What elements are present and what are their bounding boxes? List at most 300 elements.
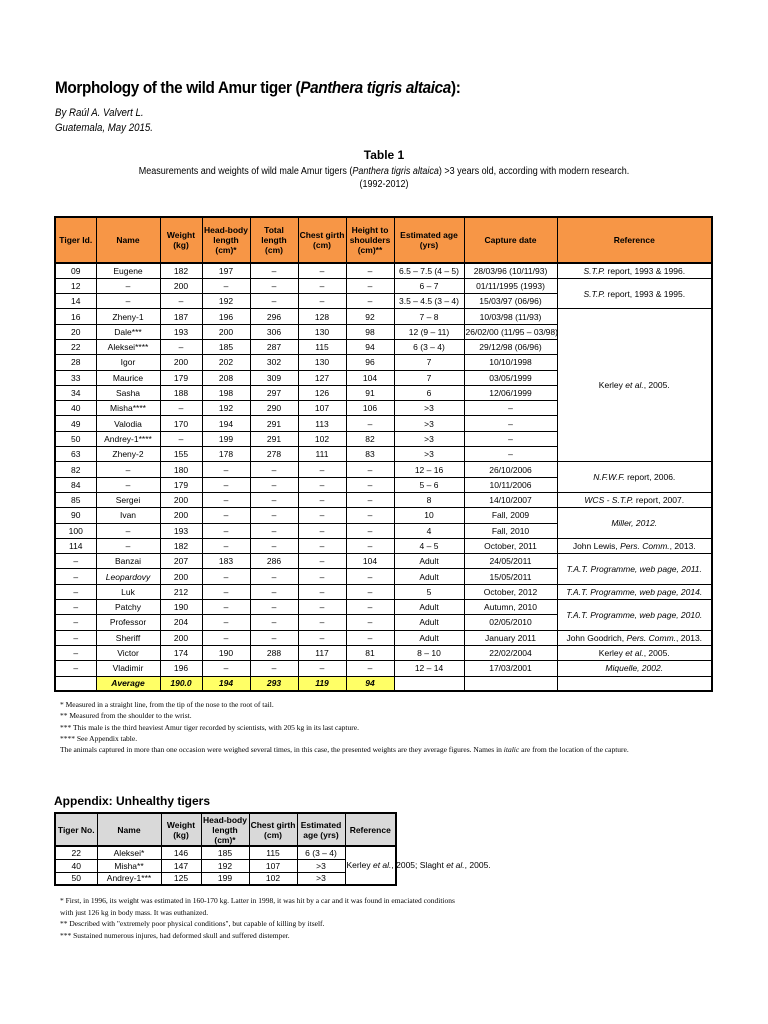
chest-girth-cell: 102	[298, 431, 346, 446]
total-length-cell: –	[250, 615, 298, 630]
head-body-length-cell: 192	[202, 294, 250, 309]
total-length-cell: 296	[250, 309, 298, 324]
tiger-id-cell: 34	[55, 385, 96, 400]
capture-date-cell: 10/03/98 (11/93)	[464, 309, 557, 324]
appendix-note: with just 126 kg in body mass. It was euthanized.	[60, 907, 209, 917]
tiger-name-cell: –	[96, 538, 160, 553]
total-length-cell: –	[250, 569, 298, 584]
shoulder-height-cell: –	[346, 630, 394, 645]
capture-date-cell: 12/06/1999	[464, 385, 557, 400]
table-row	[55, 278, 712, 293]
shoulder-height-cell: –	[346, 508, 394, 523]
total-length-cell: 288	[250, 645, 298, 660]
table-row	[55, 309, 712, 324]
reference-cell: Miller, 2012.	[557, 508, 712, 539]
head-body-length-cell: 183	[202, 554, 250, 569]
head-body-length-cell: 190	[202, 645, 250, 660]
estimated-age-cell: 8	[394, 492, 464, 507]
weight-cell: 187	[160, 309, 202, 324]
reference-cell: John Lewis, Pers. Comm., 2013.	[557, 538, 712, 553]
capture-date-cell: 22/02/2004	[464, 645, 557, 660]
shoulder-height-cell: –	[346, 523, 394, 538]
chest-girth-cell: –	[298, 661, 346, 676]
tiger-name-cell: Professor	[96, 615, 160, 630]
table-row	[55, 661, 712, 676]
footnotes	[60, 699, 629, 755]
average-chest-cell: 119	[298, 676, 346, 691]
head-body-length-cell: –	[202, 538, 250, 553]
capture-date-cell: 24/05/2011	[464, 554, 557, 569]
total-length-cell: –	[250, 462, 298, 477]
estimated-age-cell: >3	[394, 416, 464, 431]
chest-girth-cell: –	[298, 630, 346, 645]
tiger-name-cell: Igor	[96, 355, 160, 370]
header-weight: Weight (kg)	[160, 217, 202, 263]
tiger-name-cell: –	[96, 477, 160, 492]
appendix-notes	[60, 895, 455, 941]
weight-cell: 200	[160, 508, 202, 523]
total-length-cell: –	[250, 492, 298, 507]
total-length-cell: –	[250, 523, 298, 538]
appendix-note: *** Sustained numerous injures, had deformed skull and suffered distemper.	[60, 930, 290, 940]
appendix-table	[54, 812, 491, 886]
estimated-age-cell: 12 (9 – 11)	[394, 324, 464, 339]
tiger-id-cell: 09	[55, 263, 96, 278]
weight-cell: –	[160, 431, 202, 446]
estimated-age-cell: 6 – 7	[394, 278, 464, 293]
chest-girth-cell: –	[298, 569, 346, 584]
estimated-age-cell: 4 – 5	[394, 538, 464, 553]
empty-cell	[55, 676, 96, 691]
estimated-age-cell: 12 – 14	[394, 661, 464, 676]
tiger-id-cell: 49	[55, 416, 96, 431]
reference-cell: T.A.T. Programme, web page, 2011.	[557, 554, 712, 585]
average-label-cell: Average	[96, 676, 160, 691]
shoulder-height-cell: 104	[346, 370, 394, 385]
head-body-length-cell: –	[202, 477, 250, 492]
app-header-head-body: Head-body length (cm)*	[201, 813, 249, 846]
estimated-age-cell: Adult	[394, 630, 464, 645]
capture-date-cell: –	[464, 447, 557, 462]
empty-cell	[464, 676, 557, 691]
capture-date-cell: October, 2012	[464, 584, 557, 599]
weight-cell: 180	[160, 462, 202, 477]
table-row	[55, 462, 712, 477]
shoulder-height-cell: –	[346, 569, 394, 584]
weight-cell: 196	[160, 661, 202, 676]
tiger-id-cell: –	[55, 584, 96, 599]
total-length-cell: 278	[250, 447, 298, 462]
table-heading: Table 1	[363, 148, 405, 162]
shoulder-height-cell: 82	[346, 431, 394, 446]
weight-cell: 193	[160, 523, 202, 538]
head-body-length-cell: –	[202, 630, 250, 645]
tiger-name-cell: Ivan	[96, 508, 160, 523]
tiger-id-cell: 28	[55, 355, 96, 370]
table-caption: Measurements and weights of wild male Amur tigers (Panthera tigris altaica) >3 years old, according with modern research. (1992-2012)	[138, 166, 630, 190]
header-tiger-id: Tiger Id.	[55, 217, 96, 263]
head-body-length-cell: 194	[202, 416, 250, 431]
tiger-no-cell: 50	[55, 872, 97, 885]
chest-girth-cell: 130	[298, 355, 346, 370]
capture-date-cell: 29/12/98 (06/96)	[464, 339, 557, 354]
chest-girth-cell: –	[298, 492, 346, 507]
appendix-row	[55, 846, 396, 859]
weight-cell: 200	[160, 278, 202, 293]
average-weight-cell: 190.0	[160, 676, 202, 691]
table-header-row	[55, 217, 712, 263]
appendix-title: Appendix: Unhealthy tigers	[54, 794, 211, 808]
total-length-cell: 297	[250, 385, 298, 400]
total-length-cell: –	[250, 477, 298, 492]
chest-girth-cell: –	[298, 554, 346, 569]
chest-girth-cell: 117	[298, 645, 346, 660]
capture-date-cell: Fall, 2010	[464, 523, 557, 538]
weight-cell: 182	[160, 263, 202, 278]
weight-cell: 179	[160, 477, 202, 492]
total-length-cell: 291	[250, 431, 298, 446]
weight-cell: 193	[160, 324, 202, 339]
tiger-name-cell: Vladimir	[96, 661, 160, 676]
header-total-length: Total length (cm)	[250, 217, 298, 263]
weight-cell: 200	[160, 569, 202, 584]
appendix-note: ** Described with "extremely poor physical conditions", but capable of killing by itself.	[60, 919, 325, 928]
tiger-name-cell: Valodia	[96, 416, 160, 431]
chest-girth-cell: –	[298, 462, 346, 477]
chest-girth-cell: 115	[249, 846, 297, 859]
estimated-age-cell: >3	[394, 401, 464, 416]
weight-cell: 207	[160, 554, 202, 569]
estimated-age-cell: 6 (3 – 4)	[394, 339, 464, 354]
head-body-length-cell: –	[202, 584, 250, 599]
tiger-id-cell: –	[55, 600, 96, 615]
head-body-length-cell: –	[202, 600, 250, 615]
tiger-name-cell: –	[96, 523, 160, 538]
capture-date-cell: 28/03/96 (10/11/93)	[464, 263, 557, 278]
chest-girth-cell: 128	[298, 309, 346, 324]
tiger-name-cell: Andrey-1****	[96, 431, 160, 446]
tiger-name-cell: –	[96, 294, 160, 309]
chest-girth-cell: –	[298, 615, 346, 630]
tiger-id-cell: 84	[55, 477, 96, 492]
capture-date-cell: October, 2011	[464, 538, 557, 553]
tiger-id-cell: 20	[55, 324, 96, 339]
shoulder-height-cell: 83	[346, 447, 394, 462]
average-head-body-cell: 194	[202, 676, 250, 691]
table-row	[55, 630, 712, 645]
reference-cell: Miquelle, 2002.	[557, 661, 712, 676]
total-length-cell: 309	[250, 370, 298, 385]
estimated-age-cell: 3.5 – 4.5 (3 – 4)	[394, 294, 464, 309]
average-row	[55, 676, 712, 691]
capture-date-cell: 14/10/2007	[464, 492, 557, 507]
shoulder-height-cell: –	[346, 278, 394, 293]
tiger-id-cell: 16	[55, 309, 96, 324]
tiger-no-cell: 40	[55, 859, 97, 872]
app-header-reference: Reference	[345, 813, 396, 846]
capture-date-cell: 26/02/00 (11/95 – 03/98)	[464, 324, 557, 339]
reference-cell: John Goodrich, Pers. Comm., 2013.	[557, 630, 712, 645]
weight-cell: 179	[160, 370, 202, 385]
chest-girth-cell: –	[298, 508, 346, 523]
tiger-id-cell: –	[55, 630, 96, 645]
total-length-cell: 286	[250, 554, 298, 569]
footnote: **** See Appendix table.	[60, 733, 138, 743]
shoulder-height-cell: –	[346, 661, 394, 676]
footnote: *** This male is the third heaviest Amur tiger recorded by scientists, with 205 kg in its last capture.	[60, 722, 359, 732]
tiger-name-cell: Sergei	[96, 492, 160, 507]
place-date: Guatemala, May 2015.	[55, 122, 153, 134]
total-length-cell: –	[250, 630, 298, 645]
tiger-name-cell: Andrey-1***	[97, 872, 161, 885]
reference-cell: T.A.T. Programme, web page, 2014.	[557, 584, 712, 599]
app-header-chest: Chest girth (cm)	[249, 813, 297, 846]
chest-girth-cell: 130	[298, 324, 346, 339]
tiger-name-cell: Banzai	[96, 554, 160, 569]
tiger-name-cell: Luk	[96, 584, 160, 599]
appendix-row	[55, 872, 396, 885]
tiger-name-cell: Eugene	[96, 263, 160, 278]
chest-girth-cell: 111	[298, 447, 346, 462]
capture-date-cell: –	[464, 401, 557, 416]
shoulder-height-cell: –	[346, 263, 394, 278]
total-length-cell: –	[250, 278, 298, 293]
tiger-id-cell: 114	[55, 538, 96, 553]
estimated-age-cell: >3	[394, 447, 464, 462]
weight-cell: 190	[160, 600, 202, 615]
tiger-id-cell: 33	[55, 370, 96, 385]
head-body-length-cell: –	[202, 615, 250, 630]
table-row	[55, 645, 712, 660]
capture-date-cell: –	[464, 431, 557, 446]
estimated-age-cell: >3	[394, 431, 464, 446]
estimated-age-cell: 7 – 8	[394, 309, 464, 324]
total-length-cell: 291	[250, 416, 298, 431]
weight-cell: 170	[160, 416, 202, 431]
header-capture-date: Capture date	[464, 217, 557, 263]
weight-cell: –	[160, 339, 202, 354]
table-row	[55, 508, 712, 523]
tiger-name-cell: Victor	[96, 645, 160, 660]
capture-date-cell: 10/11/2006	[464, 477, 557, 492]
tiger-name-cell: Misha**	[97, 859, 161, 872]
weight-cell: 147	[161, 859, 201, 872]
tiger-id-cell: –	[55, 554, 96, 569]
tiger-name-cell: Sasha	[96, 385, 160, 400]
tiger-name-cell: Sheriff	[96, 630, 160, 645]
weight-cell: –	[160, 294, 202, 309]
total-length-cell: –	[250, 263, 298, 278]
tiger-name-cell: Leopardovy	[96, 569, 160, 584]
head-body-length-cell: –	[202, 569, 250, 584]
header-age: Estimated age (yrs)	[394, 217, 464, 263]
tiger-id-cell: 63	[55, 447, 96, 462]
tiger-id-cell: 82	[55, 462, 96, 477]
table-row	[55, 492, 712, 507]
head-body-length-cell: 200	[202, 324, 250, 339]
shoulder-height-cell: –	[346, 462, 394, 477]
head-body-length-cell: –	[202, 661, 250, 676]
appendix-row	[55, 859, 396, 872]
shoulder-height-cell: –	[346, 477, 394, 492]
total-length-cell: –	[250, 508, 298, 523]
tiger-id-cell: 12	[55, 278, 96, 293]
total-length-cell: –	[250, 661, 298, 676]
tiger-no-cell: 22	[55, 846, 97, 859]
table-row	[55, 600, 712, 615]
tiger-id-cell: 90	[55, 508, 96, 523]
tiger-id-cell: –	[55, 569, 96, 584]
head-body-length-cell: 198	[202, 385, 250, 400]
estimated-age-cell: 12 – 16	[394, 462, 464, 477]
table-row	[55, 538, 712, 553]
estimated-age-cell: 5 – 6	[394, 477, 464, 492]
tiger-name-cell: Zheny-1	[96, 309, 160, 324]
reference-cell: Kerley et al., 2005.	[557, 645, 712, 660]
weight-cell: 200	[160, 355, 202, 370]
tiger-name-cell: Zheny-2	[96, 447, 160, 462]
reference-cell: WCS - S.T.P. report, 2007.	[557, 492, 712, 507]
total-length-cell: 287	[250, 339, 298, 354]
tiger-id-cell: 85	[55, 492, 96, 507]
chest-girth-cell: –	[298, 263, 346, 278]
capture-date-cell: 15/05/2011	[464, 569, 557, 584]
appendix-header-row	[55, 813, 396, 846]
chest-girth-cell: –	[298, 523, 346, 538]
estimated-age-cell: 10	[394, 508, 464, 523]
weight-cell: 174	[160, 645, 202, 660]
footnote: ** Measured from the shoulder to the wrist.	[60, 711, 192, 721]
tiger-id-cell: –	[55, 615, 96, 630]
shoulder-height-cell: 106	[346, 401, 394, 416]
head-body-length-cell: 185	[201, 846, 249, 859]
chest-girth-cell: –	[298, 278, 346, 293]
capture-date-cell: 02/05/2010	[464, 615, 557, 630]
table-row	[55, 584, 712, 599]
footnote: The animals captured in more than one occasion were weighed several times, in this case, the presented weights are they average figures. Names in italic are from the location of the capture.	[60, 745, 629, 755]
capture-date-cell: 26/10/2006	[464, 462, 557, 477]
tiger-id-cell: –	[55, 645, 96, 660]
measurements-table	[54, 216, 713, 692]
shoulder-height-cell: –	[346, 538, 394, 553]
estimated-age-cell: Adult	[394, 569, 464, 584]
chest-girth-cell: 126	[298, 385, 346, 400]
capture-date-cell: 01/11/1995 (1993)	[464, 278, 557, 293]
reference-cell: S.T.P. report, 1993 & 1995.	[557, 278, 712, 309]
page-title: Morphology of the wild Amur tiger (Panthera tigris altaica):	[55, 78, 461, 97]
chest-girth-cell: –	[298, 477, 346, 492]
shoulder-height-cell: 96	[346, 355, 394, 370]
header-reference: Reference	[557, 217, 712, 263]
shoulder-height-cell: 91	[346, 385, 394, 400]
total-length-cell: –	[250, 600, 298, 615]
capture-date-cell: Autumn, 2010	[464, 600, 557, 615]
appendix-note: * First, in 1996, its weight was estimated in 160-170 kg. Latter in 1998, it was hit by a car and it was found in emaciated conditions	[60, 896, 455, 905]
tiger-id-cell: 100	[55, 523, 96, 538]
chest-girth-cell: 107	[298, 401, 346, 416]
estimated-age-cell: 6	[394, 385, 464, 400]
footnote: * Measured in a straight line, from the tip of the nose to the root of tail.	[60, 700, 274, 709]
tiger-name-cell: Patchy	[96, 600, 160, 615]
reference-cell: N.F.W.F. report, 2006.	[557, 462, 712, 493]
tiger-name-cell: Dale***	[96, 324, 160, 339]
head-body-length-cell: 178	[202, 447, 250, 462]
shoulder-height-cell: 94	[346, 339, 394, 354]
total-length-cell: –	[250, 538, 298, 553]
capture-date-cell: 10/10/1998	[464, 355, 557, 370]
reference-cell: Kerley et al., 2005.	[557, 309, 712, 462]
capture-date-cell: 17/03/2001	[464, 661, 557, 676]
chest-girth-cell: 127	[298, 370, 346, 385]
shoulder-height-cell: –	[346, 600, 394, 615]
estimated-age-cell: 6 (3 – 4)	[297, 846, 345, 859]
weight-cell: 212	[160, 584, 202, 599]
weight-cell: 146	[161, 846, 201, 859]
tiger-id-cell: 22	[55, 339, 96, 354]
weight-cell: 200	[160, 492, 202, 507]
estimated-age-cell: 8 – 10	[394, 645, 464, 660]
shoulder-height-cell: 81	[346, 645, 394, 660]
tiger-id-cell: 40	[55, 401, 96, 416]
shoulder-height-cell: –	[346, 615, 394, 630]
head-body-length-cell: 185	[202, 339, 250, 354]
header-height: Height to shoulders (cm)**	[346, 217, 394, 263]
app-header-weight: Weight (kg)	[161, 813, 201, 846]
app-header-tiger-no: Tiger No.	[55, 813, 97, 846]
reference-cell: S.T.P. report, 1993 & 1996.	[557, 263, 712, 278]
shoulder-height-cell: –	[346, 294, 394, 309]
head-body-length-cell: 196	[202, 309, 250, 324]
estimated-age-cell: >3	[297, 872, 345, 885]
total-length-cell: 306	[250, 324, 298, 339]
head-body-length-cell: –	[202, 492, 250, 507]
shoulder-height-cell: 92	[346, 309, 394, 324]
capture-date-cell: January 2011	[464, 630, 557, 645]
estimated-age-cell: 6.5 – 7.5 (4 – 5)	[394, 263, 464, 278]
tiger-name-cell: Maurice	[96, 370, 160, 385]
chest-girth-cell: 102	[249, 872, 297, 885]
weight-cell: 155	[160, 447, 202, 462]
tiger-id-cell: –	[55, 661, 96, 676]
total-length-cell: 290	[250, 401, 298, 416]
estimated-age-cell: Adult	[394, 600, 464, 615]
app-header-name: Name	[97, 813, 161, 846]
head-body-length-cell: –	[202, 508, 250, 523]
capture-date-cell: –	[464, 416, 557, 431]
tiger-name-cell: Aleksei****	[96, 339, 160, 354]
total-length-cell: –	[250, 294, 298, 309]
average-total-cell: 293	[250, 676, 298, 691]
average-height-cell: 94	[346, 676, 394, 691]
chest-girth-cell: –	[298, 584, 346, 599]
head-body-length-cell: 197	[202, 263, 250, 278]
shoulder-height-cell: –	[346, 584, 394, 599]
species-name: Panthera tigris altaica	[300, 78, 451, 97]
weight-cell: –	[160, 401, 202, 416]
head-body-length-cell: –	[202, 523, 250, 538]
tiger-name-cell: Misha****	[96, 401, 160, 416]
estimated-age-cell: Adult	[394, 615, 464, 630]
weight-cell: 182	[160, 538, 202, 553]
shoulder-height-cell: 98	[346, 324, 394, 339]
chest-girth-cell: 115	[298, 339, 346, 354]
head-body-length-cell: 192	[202, 401, 250, 416]
app-header-age: Estimated age (yrs)	[297, 813, 345, 846]
head-body-length-cell: –	[202, 462, 250, 477]
head-body-length-cell: 199	[201, 872, 249, 885]
author: By Raúl A. Valvert L.	[55, 107, 144, 119]
header-name: Name	[96, 217, 160, 263]
